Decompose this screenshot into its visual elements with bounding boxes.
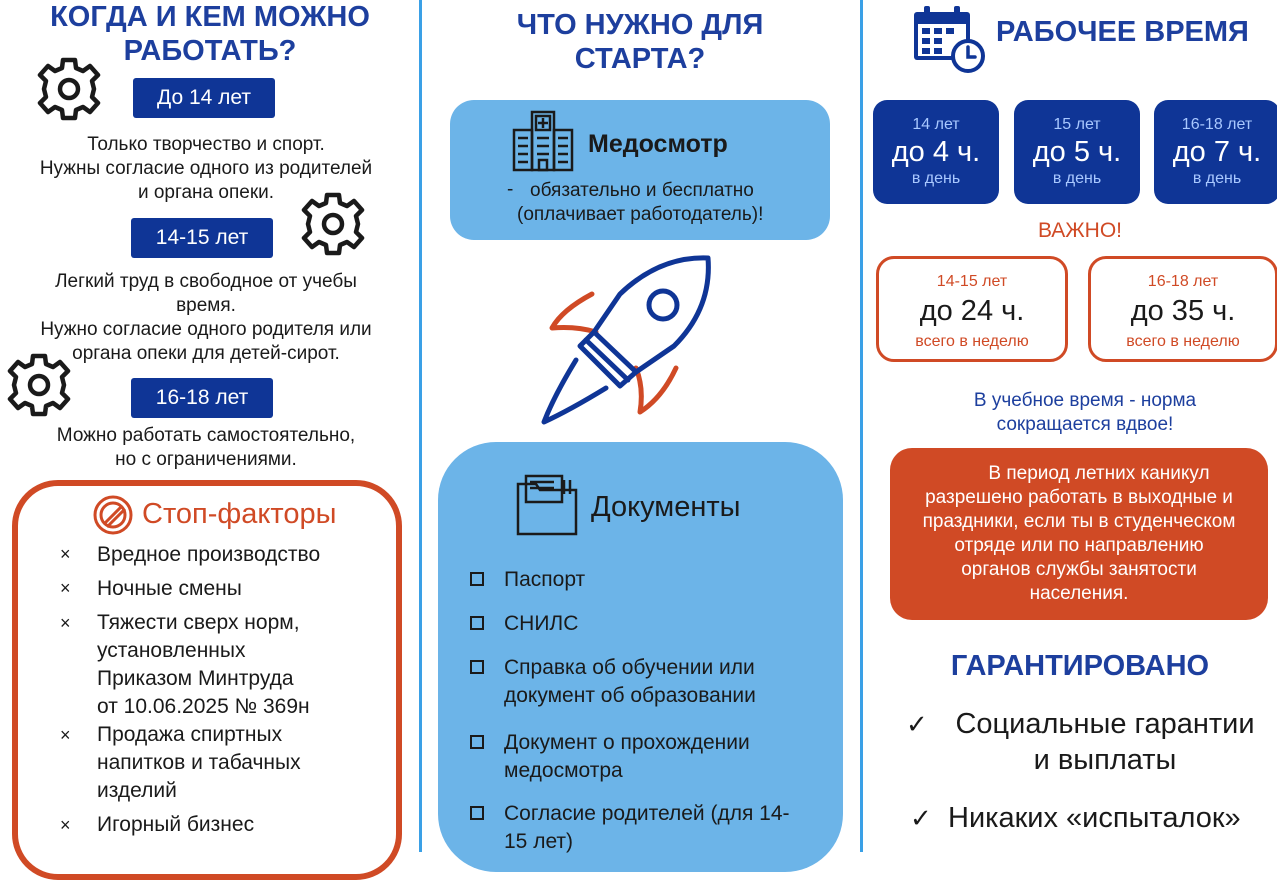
study-time-note bbox=[880, 389, 1277, 437]
list-marker: × bbox=[60, 544, 71, 564]
hospital-icon bbox=[510, 106, 576, 172]
guarantee-item: Никаких «испыталок» bbox=[948, 802, 1241, 834]
hours-value: до 4 ч. bbox=[891, 136, 981, 168]
column-divider bbox=[860, 0, 863, 852]
period-label: в день bbox=[911, 170, 961, 187]
col2-title-line: СТАРТА? bbox=[574, 43, 706, 75]
checkbox-icon bbox=[470, 660, 484, 674]
hours-value: до 24 ч. bbox=[919, 295, 1025, 327]
text-line: Приказом Минтруда bbox=[97, 667, 294, 690]
working-time-title: РАБОЧЕЕ ВРЕМЯ bbox=[996, 16, 1249, 48]
age-label: 16-18 лет bbox=[1147, 273, 1219, 290]
weekly-hours-card bbox=[1088, 256, 1277, 362]
important-label: ВАЖНО! bbox=[1037, 219, 1123, 242]
col1-title-line: РАБОТАТЬ? bbox=[123, 35, 297, 67]
list-marker: × bbox=[60, 578, 71, 598]
text-line: отряде или по направлению bbox=[954, 535, 1204, 556]
age-description bbox=[10, 270, 402, 366]
text-line: Социальные гарантии bbox=[955, 708, 1255, 740]
text-line: Тяжести сверх норм, bbox=[97, 611, 300, 634]
document-item bbox=[504, 729, 750, 785]
daily-hours-card bbox=[1154, 100, 1277, 204]
list-marker: × bbox=[60, 613, 71, 633]
gear-icon bbox=[36, 56, 102, 122]
text-line: Согласие родителей (для 14- bbox=[504, 802, 790, 825]
check-icon: ✓ bbox=[906, 709, 928, 739]
age-description bbox=[10, 133, 402, 205]
text-line: праздники, если ты в студенческом bbox=[922, 511, 1236, 532]
checkbox-icon bbox=[470, 616, 484, 630]
documents-title: Документы bbox=[591, 491, 741, 523]
period-label: в день bbox=[1192, 170, 1242, 187]
calendar-clock-icon bbox=[912, 4, 986, 74]
text-line: сокращается вдвое! bbox=[996, 414, 1174, 435]
document-item bbox=[504, 610, 578, 638]
text-line: Справка об обучении или bbox=[504, 656, 755, 679]
text-line: Вредное производство bbox=[97, 543, 321, 566]
period-label: всего в неделю bbox=[915, 333, 1029, 350]
document-item bbox=[504, 800, 790, 856]
daily-hours-card bbox=[1014, 100, 1140, 204]
text-line: от 10.06.2025 № 369н bbox=[97, 695, 310, 718]
text-line: 15 лет) bbox=[504, 830, 574, 853]
age-description bbox=[10, 424, 402, 472]
age-label: 16-18 лет bbox=[1181, 116, 1253, 133]
age-badge: 14-15 лет bbox=[131, 218, 273, 258]
guarantee-item bbox=[940, 706, 1270, 778]
text-line: Продажа спиртных bbox=[97, 723, 283, 746]
text-line: населения. bbox=[1029, 583, 1129, 604]
text-line: и органа опеки. bbox=[137, 182, 275, 203]
col1-title-line: КОГДА И КЕМ МОЖНО bbox=[50, 1, 370, 33]
medical-line: обязательно и бесплатно bbox=[530, 180, 754, 201]
text-line: напитков и табачных bbox=[97, 751, 301, 774]
document-item bbox=[504, 654, 756, 710]
guaranteed-title: ГАРАНТИРОВАНО bbox=[950, 650, 1210, 682]
text-line: органа опеки для детей-сирот. bbox=[72, 343, 340, 364]
rocket-icon bbox=[540, 250, 720, 430]
text-line: медосмотра bbox=[504, 759, 623, 782]
text-line: Нужно согласие одного родителя или bbox=[40, 319, 372, 340]
age-label: 14 лет bbox=[912, 116, 960, 133]
check-icon: ✓ bbox=[910, 803, 932, 833]
text-line: Легкий труд в свободное от учебы bbox=[55, 271, 357, 292]
text-line: Только творчество и спорт. bbox=[87, 134, 325, 155]
stop-item bbox=[97, 721, 301, 805]
text-line: разрешено работать в выходные и bbox=[925, 487, 1233, 508]
stop-item bbox=[97, 575, 242, 603]
checkbox-icon bbox=[470, 806, 484, 820]
age-label: 15 лет bbox=[1053, 116, 1101, 133]
forbidden-icon bbox=[92, 494, 134, 536]
text-line: и выплаты bbox=[1033, 744, 1177, 776]
text-line: Игорный бизнес bbox=[97, 813, 255, 836]
age-label: 14-15 лет bbox=[936, 273, 1008, 290]
text-line: органов службы занятости bbox=[961, 559, 1197, 580]
weekly-hours-card bbox=[876, 256, 1068, 362]
text-line: Можно работать самостоятельно, bbox=[56, 425, 356, 446]
text-line: документ об образовании bbox=[504, 684, 756, 707]
text-line: но с ограничениями. bbox=[115, 449, 297, 470]
column-divider bbox=[419, 0, 422, 852]
text-line: установленных bbox=[97, 639, 246, 662]
list-marker: × bbox=[60, 815, 71, 835]
summer-note-card bbox=[890, 448, 1268, 620]
text-line: время. bbox=[176, 295, 236, 316]
hours-value: до 35 ч. bbox=[1130, 295, 1236, 327]
daily-hours-card bbox=[873, 100, 999, 204]
col2-title-line: ЧТО НУЖНО ДЛЯ bbox=[516, 9, 764, 41]
stop-item bbox=[97, 609, 310, 721]
stop-factors-title: Стоп-факторы bbox=[142, 498, 337, 530]
stop-item bbox=[97, 541, 320, 569]
text-line: изделий bbox=[97, 779, 177, 802]
dash-marker: - bbox=[507, 179, 514, 200]
hours-value: до 7 ч. bbox=[1172, 136, 1262, 168]
folder-icon bbox=[514, 474, 580, 536]
text-line: Ночные смены bbox=[97, 577, 242, 600]
text-line: Документ о прохождении bbox=[504, 731, 750, 754]
list-marker: × bbox=[60, 725, 71, 745]
col2-title bbox=[450, 8, 830, 76]
text-line: СНИЛС bbox=[504, 612, 579, 635]
document-item bbox=[504, 566, 585, 594]
medical-title: Медосмотр bbox=[588, 130, 728, 158]
age-badge: До 14 лет bbox=[133, 78, 275, 118]
text-line: Паспорт bbox=[504, 568, 586, 591]
medical-line: (оплачивает работодатель)! bbox=[517, 204, 764, 225]
text-line: В учебное время - норма bbox=[973, 390, 1197, 411]
checkbox-icon bbox=[470, 572, 484, 586]
checkbox-icon bbox=[470, 735, 484, 749]
age-badge: 16-18 лет bbox=[131, 378, 273, 418]
stop-item bbox=[97, 811, 254, 839]
period-label: всего в неделю bbox=[1126, 333, 1240, 350]
period-label: в день bbox=[1052, 170, 1102, 187]
text-line: Нужны согласие одного из родителей bbox=[39, 158, 373, 179]
text-line: В период летних каникул bbox=[988, 463, 1210, 484]
hours-value: до 5 ч. bbox=[1032, 136, 1122, 168]
